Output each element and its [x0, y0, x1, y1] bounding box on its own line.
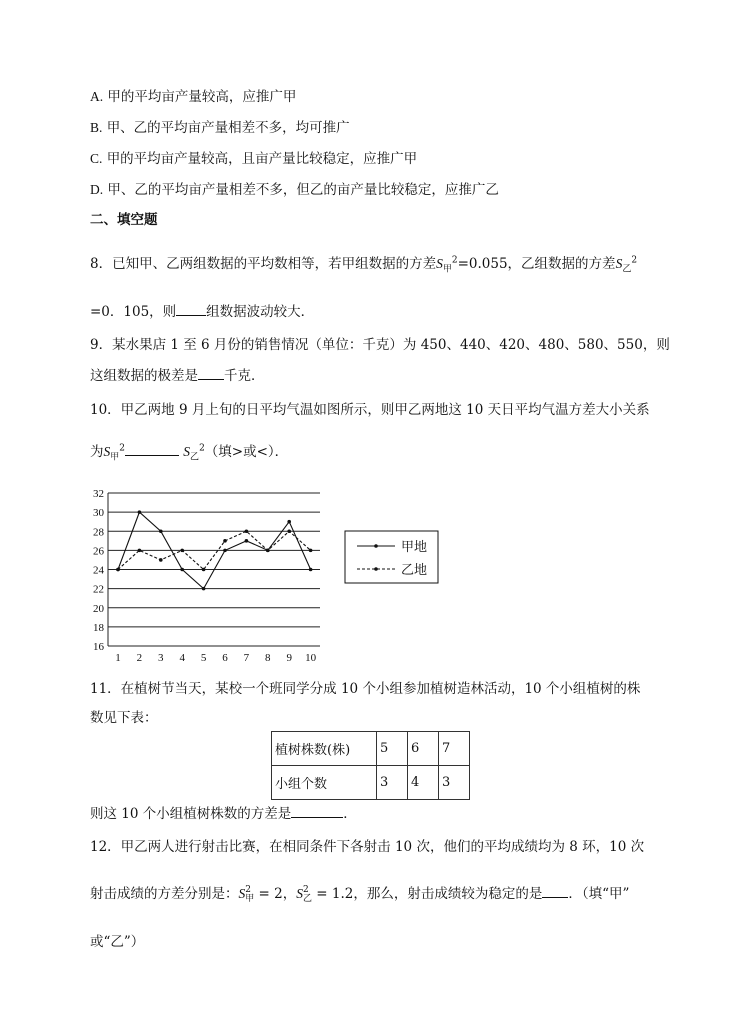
x-tick-label: 2 — [136, 652, 143, 664]
section-title: 二、填空题 — [90, 212, 158, 228]
answer-blank[interactable] — [291, 805, 343, 818]
question-9-cont: 这组数据的极差是 千克． — [90, 368, 265, 384]
y-tick-label: 30 — [93, 507, 104, 520]
option-a: A. 甲的平均亩产量较高，应推广甲 — [90, 89, 297, 105]
data-point — [245, 539, 249, 543]
x-tick-label: 8 — [265, 652, 271, 664]
option-c: C. 甲的平均亩产量较高，且亩产量比较稳定，应推广甲 — [90, 151, 418, 167]
x-tick-label: 3 — [158, 652, 164, 664]
table-cell: 6 — [408, 732, 439, 766]
question-10: 10．甲乙两地 9 月上旬的日平均气温如图所示，则甲乙两地这 10 天日平均气温方差大小关系 — [90, 402, 650, 418]
data-point — [180, 568, 184, 572]
legend-label: 乙地 — [401, 563, 428, 578]
data-point — [309, 568, 313, 572]
table-cell: 植树株数(株) — [272, 732, 377, 766]
table-cell: 3 — [439, 766, 470, 800]
data-point — [223, 539, 227, 543]
answer-blank[interactable] — [542, 885, 568, 898]
table-cell: 小组个数 — [272, 766, 377, 800]
legend-marker — [374, 567, 378, 571]
question-9: 9．某水果店 1 至 6 月份的销售情况（单位：千克）为 450、440、420、480、580、550，则 — [90, 337, 670, 353]
question-10-cont: 为$S_甲^2$ $S_乙^2$（填>或<）． — [90, 443, 289, 463]
y-tick-label: 24 — [93, 564, 104, 577]
option-d: D. 甲、乙的平均亩产量相差不多，但乙的亩产量比较稳定，应推广乙 — [90, 182, 499, 198]
data-point — [202, 568, 206, 572]
y-tick-label: 18 — [93, 621, 104, 634]
question-12-cont: 射击成绩的方差分别是：S 2 甲 = 2，S 2 乙 = 1.2，那么，射击成绩较为稳定的是 ．（填“甲” — [90, 884, 630, 904]
y-tick-label: 28 — [93, 526, 104, 539]
data-point — [116, 568, 120, 572]
x-tick-label: 5 — [200, 652, 207, 664]
table-row — [272, 766, 470, 800]
table-row — [272, 732, 470, 766]
data-point — [159, 558, 163, 562]
y-tick-label: 22 — [93, 583, 104, 596]
y-tick-label: 20 — [93, 602, 104, 615]
question-8: 8．已知甲、乙两组数据的平均数相等，若甲组数据的方差$S_甲^2=0.055$，乙组数据的方差$S_乙^2$ — [90, 255, 638, 275]
question-12-end: 或“乙”） — [90, 934, 145, 950]
data-point — [180, 549, 184, 553]
question-8-cont: =0．105，则 组数据波动较大． — [90, 304, 315, 320]
data-point — [287, 529, 291, 533]
table-cell: 3 — [377, 766, 408, 800]
question-11-ask: 则这 10 个小组植树株数的方差是 ． — [90, 806, 357, 822]
data-point — [287, 520, 291, 524]
data-point — [159, 529, 163, 533]
data-point — [202, 587, 206, 591]
data-point — [266, 549, 270, 553]
data-point — [138, 510, 142, 514]
data-point — [138, 549, 142, 553]
question-11-cont: 数见下表： — [90, 710, 158, 726]
x-tick-label: 1 — [115, 652, 121, 664]
option-b: B. 甲、乙的平均亩产量相差不多，均可推广 — [90, 120, 350, 136]
y-tick-label: 16 — [93, 641, 104, 653]
table-cell: 4 — [408, 766, 439, 800]
table-cell: 7 — [439, 732, 470, 766]
data-point — [245, 529, 249, 533]
y-tick-label: 32 — [93, 488, 104, 500]
y-tick-label: 26 — [93, 545, 104, 558]
legend-label: 甲地 — [401, 540, 428, 555]
x-tick-label: 4 — [179, 652, 185, 664]
question-12: 12．甲乙两人进行射击比赛，在相同条件下各射击 10 次，他们的平均成绩均为 8 环，10 次 — [90, 839, 645, 855]
x-tick-label: 7 — [243, 652, 250, 664]
x-tick-label: 6 — [222, 652, 228, 664]
legend-marker — [374, 544, 378, 548]
data-point — [309, 549, 313, 553]
x-tick-label: 9 — [286, 652, 292, 664]
data-point — [223, 549, 227, 553]
question-11: 11．在植树节当天，某校一个班同学分成 10 个小组参加植树造林活动，10 个小组植树的株 — [90, 681, 641, 697]
table-cell: 5 — [377, 732, 408, 766]
x-tick-label: 10 — [305, 652, 317, 664]
planting-table — [271, 731, 470, 800]
